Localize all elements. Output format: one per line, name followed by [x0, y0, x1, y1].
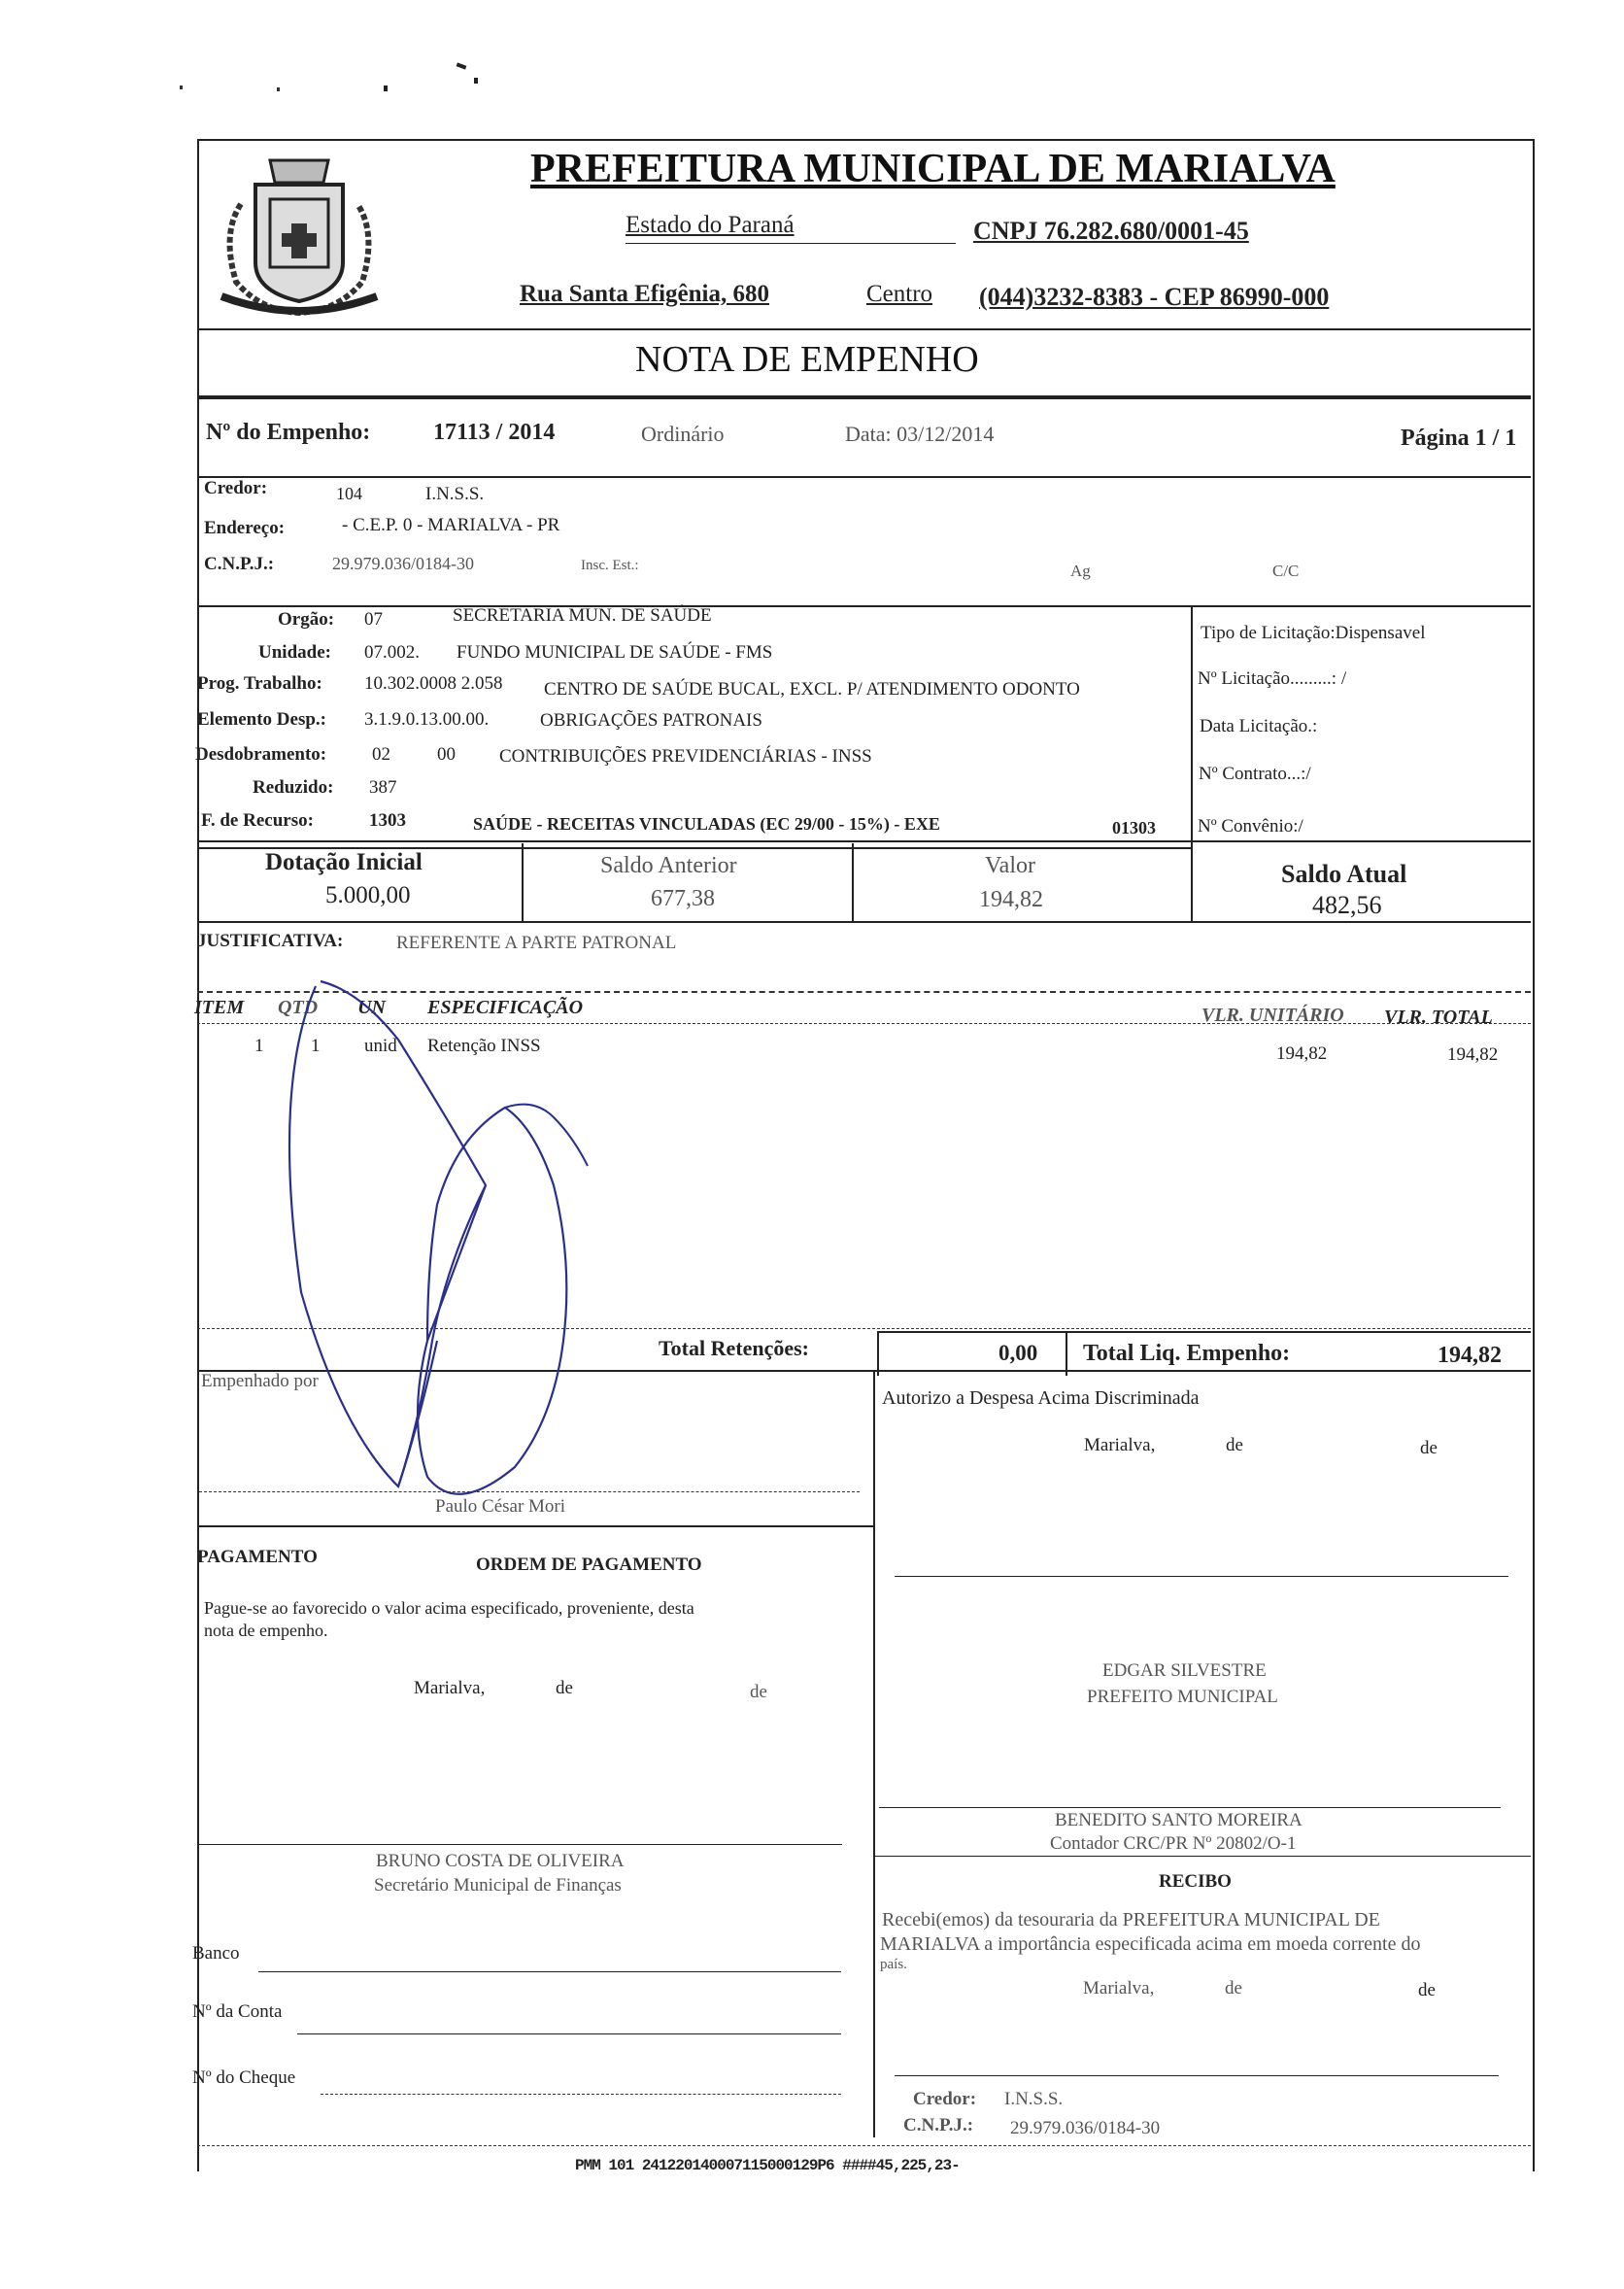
footer-code: PMM 101 241220140007115000129P6 ####45,225,23- [575, 2157, 960, 2174]
insc-label: Insc. Est.: [581, 558, 639, 573]
elemento-value: 3.1.9.0.13.00.00. [364, 709, 490, 730]
valor-label: Valor [985, 853, 1035, 878]
recurso-code: 01303 [1112, 818, 1156, 837]
secretario-name: BRUNO COSTA DE OLIVEIRA [376, 1851, 625, 1871]
licitacao-contrato: Nº Contrato...:/ [1199, 764, 1311, 784]
header-phone-cep: (044)3232-8383 - CEP 86990-000 [979, 283, 1330, 311]
desdob-value2: 00 [437, 744, 456, 765]
dotacao-value: 5.000,00 [325, 882, 411, 908]
atual-label: Saldo Atual [1281, 860, 1407, 888]
retencoes-value: 0,00 [998, 1341, 1038, 1365]
divider [1191, 605, 1193, 848]
signature-line [895, 1576, 1508, 1577]
reduzido-value: 387 [369, 777, 397, 798]
cc-label: C/C [1272, 562, 1300, 580]
liq-label: Total Liq. Empenho: [1083, 1341, 1291, 1366]
unidade-label: Unidade: [258, 642, 331, 663]
recibo-credor-label: Credor: [913, 2089, 977, 2109]
orgao-value: 07 [364, 609, 383, 630]
credor-label: Credor: [204, 478, 268, 498]
recibo-line2: MARIALVA a importância especificada acima em moeda corrente do [880, 1933, 1421, 1955]
divider [197, 2145, 1531, 2146]
divider [197, 605, 1531, 607]
autorizo-de2: de [1420, 1438, 1438, 1458]
licitacao-data: Data Licitação.: [1200, 716, 1318, 736]
anterior-value: 677,38 [651, 886, 715, 911]
fill-line [321, 2094, 841, 2095]
divider [197, 921, 1531, 923]
recibo-place: Marialva, [1083, 1978, 1155, 1999]
scan-mark [474, 78, 478, 84]
divider [873, 1370, 875, 2137]
prefeito-role: PREFEITO MUNICIPAL [1087, 1687, 1278, 1707]
prog-label: Prog. Trabalho: [197, 673, 322, 694]
scan-mark [277, 87, 280, 91]
divider [873, 1856, 1531, 1857]
header-address: Rua Santa Efigênia, 680 [520, 281, 769, 307]
liq-value: 194,82 [1438, 1343, 1502, 1368]
desdob-value: 02 [372, 744, 390, 765]
divider [197, 840, 1531, 842]
pagamento-text2: nota de empenho. [204, 1621, 328, 1640]
conta-label: Nº da Conta [192, 2001, 283, 2022]
scan-mark [457, 62, 467, 69]
endereco-value: - C.E.P. 0 - MARIALVA - PR [342, 515, 560, 535]
fill-line [297, 2033, 841, 2034]
unidade-desc: FUNDO MUNICIPAL DE SAÚDE - FMS [457, 642, 773, 663]
autorizo-place: Marialva, [1084, 1435, 1156, 1455]
orgao-label: Orgão: [278, 609, 335, 630]
recurso-desc: SAÚDE - RECEITAS VINCULADAS (EC 29/00 - 15%) - EXE [473, 814, 940, 834]
pagamento-label: PAGAMENTO [197, 1547, 318, 1567]
endereco-label: Endereço: [204, 518, 286, 538]
divider [197, 1525, 873, 1527]
orgao-desc: SECRETARIA MUN. DE SAÚDE [453, 605, 712, 626]
col-un: UN [357, 997, 386, 1018]
col-total: VLR. TOTAL [1384, 1007, 1493, 1028]
signature-line [879, 1807, 1501, 1808]
dotacao-label: Dotação Inicial [265, 849, 423, 875]
col-item: ITEM [194, 997, 245, 1018]
col-qtd: QTD [278, 997, 319, 1018]
elemento-label: Elemento Desp.: [197, 709, 326, 730]
prog-desc: CENTRO DE SAÚDE BUCAL, EXCL. P/ ATENDIMENTO ODONTO [544, 679, 1080, 700]
credor-code: 104 [336, 484, 362, 503]
ordem-label: ORDEM DE PAGAMENTO [476, 1554, 702, 1575]
signature-line [197, 1844, 842, 1845]
row-un: unid [364, 1036, 397, 1056]
scan-mark [384, 85, 388, 91]
divider [852, 843, 854, 921]
licitacao-numero: Nº Licitação.........: / [1198, 668, 1347, 689]
header-title: PREFEITURA MUNICIPAL DE MARIALVA [530, 147, 1336, 191]
coat-of-arms-logo [202, 146, 396, 321]
divider [1191, 843, 1193, 921]
contador-name: BENEDITO SANTO MOREIRA [1055, 1810, 1303, 1830]
recibo-line3: país. [880, 1957, 907, 1972]
underline [626, 243, 956, 244]
recibo-credor-value: I.N.S.S. [1004, 2089, 1064, 2109]
anterior-label: Saldo Anterior [600, 853, 737, 878]
ag-label: Ag [1070, 562, 1091, 580]
recibo-line1: Recebi(emos) da tesouraria da PREFEITURA MUNICIPAL DE [882, 1909, 1380, 1930]
reduzido-label: Reduzido: [253, 777, 334, 798]
unidade-value: 07.002. [364, 642, 420, 663]
header-state: Estado do Paraná [626, 212, 795, 238]
divider [197, 328, 1531, 330]
row-qtd: 1 [311, 1036, 321, 1056]
divider [197, 395, 1531, 399]
desdob-label: Desdobramento: [195, 744, 327, 765]
autorizo-text: Autorizo a Despesa Acima Discriminada [882, 1387, 1200, 1409]
banco-label: Banco [192, 1943, 240, 1964]
signature-line [895, 2075, 1499, 2076]
row-item: 1 [254, 1036, 264, 1056]
licitacao-tipo: Tipo de Licitação:Dispensavel [1201, 623, 1426, 643]
justificativa-value: REFERENTE A PARTE PATRONAL [396, 933, 677, 953]
page-number: Página 1 / 1 [1401, 426, 1517, 451]
cheque-label: Nº do Cheque [192, 2067, 296, 2088]
header-cnpj: CNPJ 76.282.680/0001-45 [973, 217, 1249, 245]
empenho-type: Ordinário [641, 422, 725, 446]
divider [197, 476, 1531, 478]
empenho-label: Nº do Empenho: [206, 420, 371, 445]
justificativa-label: JUSTIFICATIVA: [197, 931, 344, 951]
empenho-number: 17113 / 2014 [433, 420, 556, 445]
recibo-cnpj-value: 29.979.036/0184-30 [1010, 2118, 1161, 2138]
pagamento-de1: de [556, 1678, 573, 1698]
desdob-desc: CONTRIBUIÇÕES PREVIDENCIÁRIAS - INSS [499, 746, 872, 767]
row-spec: Retenção INSS [427, 1036, 541, 1056]
recibo-title: RECIBO [1159, 1871, 1232, 1892]
handwritten-signature [262, 972, 651, 1516]
retencoes-label: Total Retenções: [659, 1336, 809, 1360]
recurso-value: 1303 [369, 810, 406, 831]
autorizo-de1: de [1226, 1435, 1243, 1455]
header-district: Centro [866, 281, 933, 307]
cnpj-value: 29.979.036/0184-30 [332, 554, 474, 573]
col-spec: ESPECIFICAÇÃO [427, 997, 584, 1018]
elemento-desc: OBRIGAÇÕES PATRONAIS [540, 710, 762, 731]
atual-value: 482,56 [1312, 891, 1382, 919]
row-total: 194,82 [1447, 1044, 1499, 1065]
fill-line [258, 1971, 841, 1972]
secretario-role: Secretário Municipal de Finanças [374, 1875, 622, 1896]
contador-role: Contador CRC/PR Nº 20802/O-1 [1050, 1833, 1297, 1854]
licitacao-convenio: Nº Convênio:/ [1198, 816, 1303, 837]
divider [522, 843, 524, 921]
pagamento-de2: de [750, 1682, 767, 1702]
pagamento-text1: Pague-se ao favorecido o valor acima especificado, proveniente, desta [204, 1598, 694, 1618]
pagamento-place: Marialva, [414, 1678, 486, 1698]
prog-value: 10.302.0008 2.058 [364, 673, 503, 694]
recibo-de2: de [1418, 1980, 1436, 2000]
empenhado-label: Empenhado por [201, 1371, 319, 1391]
scan-mark [180, 85, 183, 89]
credor-name: I.N.S.S. [425, 484, 485, 504]
recibo-de1: de [1225, 1978, 1242, 1999]
recurso-label: F. de Recurso: [201, 810, 314, 831]
recibo-cnpj-label: C.N.P.J.: [903, 2115, 974, 2135]
row-unit: 194,82 [1276, 1043, 1328, 1064]
valor-value: 194,82 [979, 887, 1043, 912]
cnpj-label: C.N.P.J.: [204, 554, 275, 574]
empenho-date: Data: 03/12/2014 [845, 422, 995, 446]
empenhado-name: Paulo César Mori [435, 1496, 566, 1517]
col-unit: VLR. UNITÁRIO [1201, 1005, 1344, 1026]
prefeito-name: EDGAR SILVESTRE [1102, 1660, 1267, 1681]
divider [877, 1331, 1531, 1333]
doc-title: NOTA DE EMPENHO [635, 339, 979, 380]
